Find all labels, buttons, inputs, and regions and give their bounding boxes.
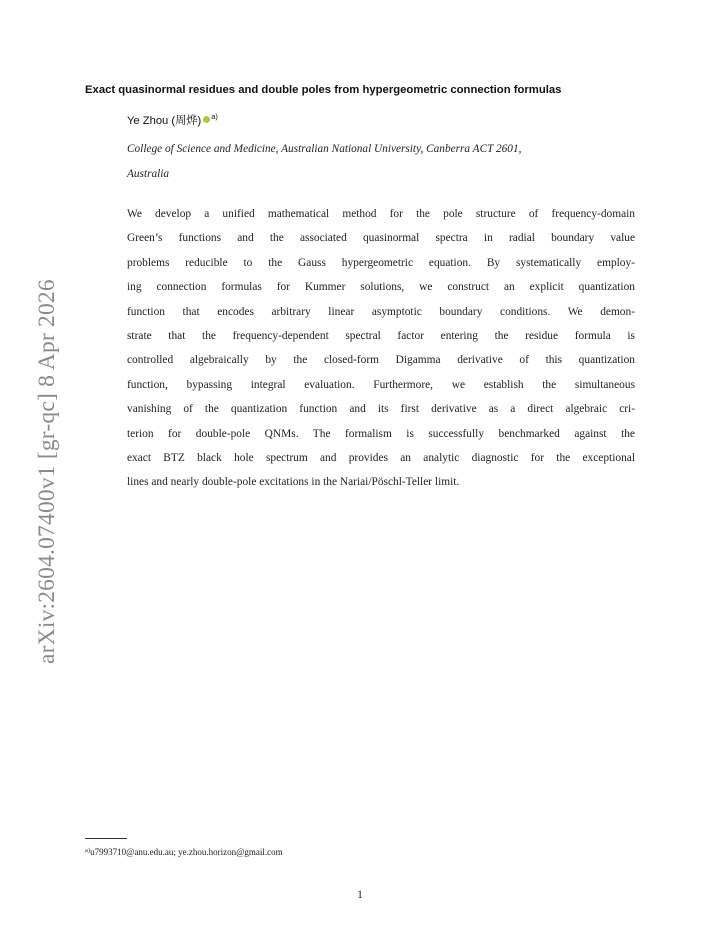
author-footnote-marker: a) <box>211 111 218 121</box>
affiliation-line-1: College of Science and Medicine, Australian National University, Canberra ACT 2601, <box>127 143 522 155</box>
affiliation-line-2: Australia <box>127 168 170 180</box>
footnote-marker: a) <box>85 847 91 854</box>
abstract-line: strate that the frequency-dependent spectral factor entering the residue formula is <box>127 330 635 343</box>
abstract-line: exact BTZ black hole spectrum and provides an analytic diagnostic for the exceptional <box>127 452 635 465</box>
abstract-line: function that encodes arbitrary linear asymptotic boundary conditions. We demon- <box>127 305 635 318</box>
abstract-line: lines and nearly double-pole excitations in the Nariai/Pöschl-Teller limit. <box>127 476 460 489</box>
abstract <box>127 202 635 495</box>
abstract-line: We develop a unified mathematical method for the pole structure of frequency-domain <box>127 208 635 220</box>
page-number: 1 <box>357 889 363 901</box>
footnote-divider <box>85 838 127 839</box>
footnote-email-text[interactable]: u7993710@anu.edu.au; ye.zhou.horizon@gmail.com <box>90 847 283 857</box>
paper-title: Exact quasinormal residues and double poles from hypergeometric connection formulas <box>85 84 562 96</box>
arxiv-identifier-stamp: arXiv:2604.07400v1 [gr-qc] 8 Apr 2026 <box>34 279 60 664</box>
abstract-line: ing connection formulas for Kummer solutions, we construct an explicit quantization <box>127 281 635 294</box>
abstract-line: terion for double-pole QNMs. The formalism is successfully benchmarked against the <box>127 427 635 440</box>
orcid-icon[interactable] <box>203 116 210 123</box>
author-affiliation <box>127 137 637 187</box>
author-name: Ye Zhou (周烨) <box>127 115 202 127</box>
author-line <box>127 112 218 128</box>
abstract-line: function, bypassing integral evaluation. Furthermore, we establish the simultaneous <box>127 378 635 391</box>
abstract-line: Green’s functions and the associated quasinormal spectra in radial boundary value <box>127 232 635 245</box>
footnote <box>85 847 283 857</box>
abstract-line: problems reducible to the Gauss hypergeometric equation. By systematically employ- <box>127 256 635 269</box>
abstract-line: controlled algebraically by the closed-form Digamma derivative of this quantization <box>127 354 635 367</box>
abstract-line: vanishing of the quantization function and its first derivative as a direct algebraic cri- <box>127 403 635 416</box>
